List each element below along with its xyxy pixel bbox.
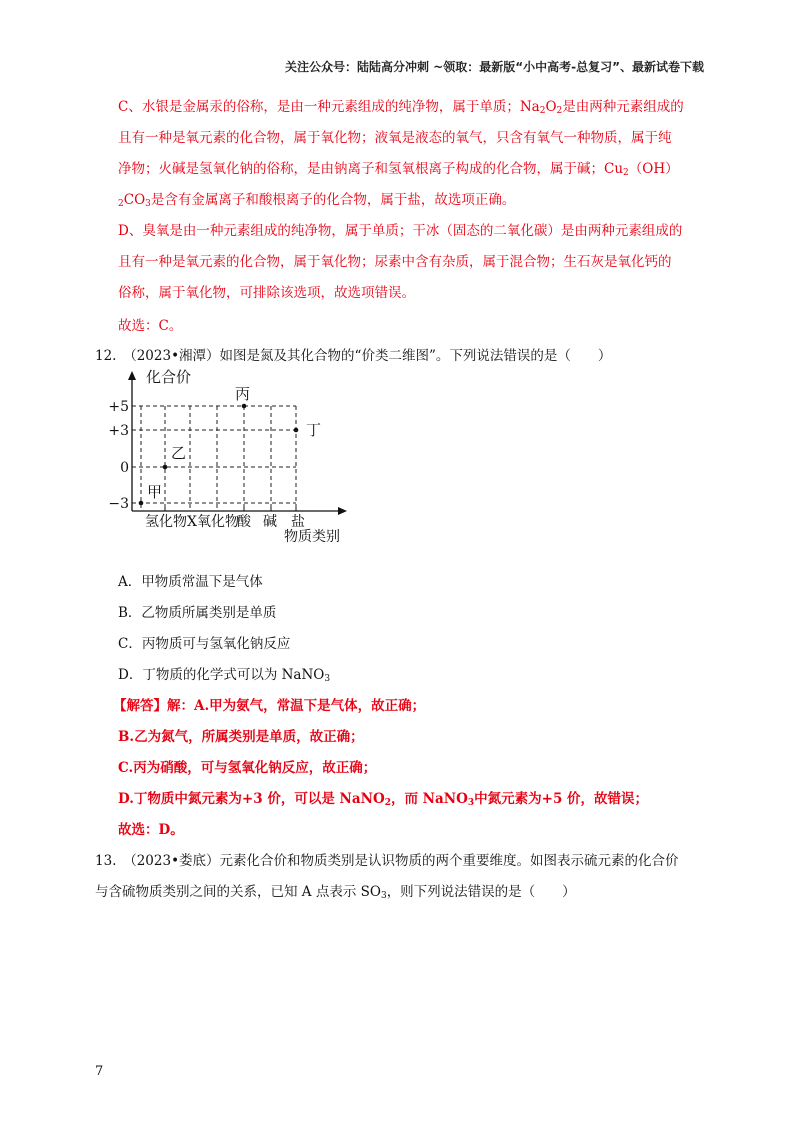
x-tick-label: 氢化物 [145, 514, 187, 530]
q12-option-b: B．乙物质所属类别是单质 [118, 605, 277, 621]
page-number: 7 [95, 1064, 104, 1079]
q12-analysis-a: 【解答】解：A.甲为氨气，常温下是气体，故正确； [113, 698, 426, 714]
y-tick-label: −3 [108, 496, 129, 512]
chart-point-甲 [139, 501, 144, 506]
valence-category-chart [108, 368, 378, 548]
q13-line-1: 13. （2023•娄底）元素化合价和物质类别是认识物质的两个重要维度。如图表示硫元素的化合价 [95, 853, 679, 869]
explanation-c-line-2: 且有一种是氧元素的化合物，属于氧化物；液氧是液态的氧气，只含有氧气一种物质，属于纯 [118, 130, 672, 146]
x-tick-label: 酸 [237, 514, 251, 530]
q12-option-c: C．丙物质可与氢氧化钠反应 [118, 636, 291, 652]
prev-answer: 故选：C。 [118, 318, 183, 334]
y-tick-label: 0 [120, 460, 129, 476]
y-tick-label: +3 [108, 423, 129, 439]
q12-option-a: A．甲物质常温下是气体 [118, 574, 263, 590]
analysis-tag: 【解答】 [113, 698, 167, 714]
x-axis-arrow [338, 507, 347, 515]
y-axis-arrow [128, 371, 136, 380]
y-tick-label: +5 [108, 399, 129, 415]
chart-point-label: 甲 [147, 483, 163, 501]
chart-y-ticks [108, 399, 129, 512]
chart-point-丙 [242, 404, 247, 409]
q12-stem: 12. （2023•湘潭）如图是氮及其化合物的“价类二维图”。下列说法错误的是（ ） [95, 348, 612, 364]
chart-point-label: 乙 [171, 444, 187, 462]
x-tick-label: 碱 [263, 514, 277, 530]
explanation-d-line-1: D、臭氧是由一种元素组成的纯净物，属于单质；干冰（固态的二氧化碳）是由两种元素组成的 [118, 223, 683, 239]
explanation-c-line-1: C、水银是金属汞的俗称，是由一种元素组成的纯净物，属于单质；$Na_2O_2$是由两种元素组成的 [118, 99, 684, 116]
q12-analysis-d: D.丁物质中氮元素为+3 价，可以是 NaNO$_2$，而 NaNO$_3$中氮元素为+5 价，故错误； [118, 791, 649, 808]
q12-option-d: D．丁物质的化学式可以为 NaNO$_3$ [118, 667, 331, 684]
q12-answer: 故选：D。 [118, 822, 184, 838]
explanation-c-line-3: 净物；火碱是氢氧化钠的俗称，是由钠离子和氢氧根离子构成的化合物，属于碱；$Cu_2(OH)$ [118, 161, 679, 178]
q13-line-2: 与含硫物质类别之间的关系，已知 A 点表示 $SO_3$，则下列说法错误的是（ ） [95, 884, 576, 901]
explanation-c-line-4: $_2CO_3$是含有金属离子和酸根离子的化合物，属于盐，故选项正确。 [118, 192, 516, 209]
chart-ylabel: 化合价 [146, 368, 192, 386]
chart-point-乙 [163, 465, 168, 470]
q12-analysis-c: C.丙为硝酸，可与氢氧化钠反应，故正确； [118, 760, 377, 776]
chart-point-label: 丙 [235, 385, 251, 403]
chart-xlabel: 物质类别 [284, 529, 340, 545]
chart-points [139, 385, 321, 505]
chart-point-label: 丁 [306, 421, 322, 439]
explanation-d-line-3: 俗称，属于氧化物，可排除该选项，故选项错误。 [118, 285, 415, 301]
x-tick-label: 盐 [291, 514, 305, 530]
x-tick-label: X氧化物 [187, 514, 239, 530]
explanation-d-line-2: 且有一种是氧元素的化合物，属于氧化物；尿素中含有杂质，属于混合物；生石灰是氧化钙的 [118, 254, 672, 270]
page-header: 关注公众号：陆陆高分冲刺 ~领取：最新版“小中高考-总复习”、最新试卷下载 [285, 60, 704, 74]
explanation-c [118, 92, 708, 216]
q12-analysis-b: B.乙为氮气，所属类别是单质，故正确； [118, 729, 364, 745]
chart-point-丁 [294, 428, 299, 433]
explanation-d [118, 216, 708, 309]
